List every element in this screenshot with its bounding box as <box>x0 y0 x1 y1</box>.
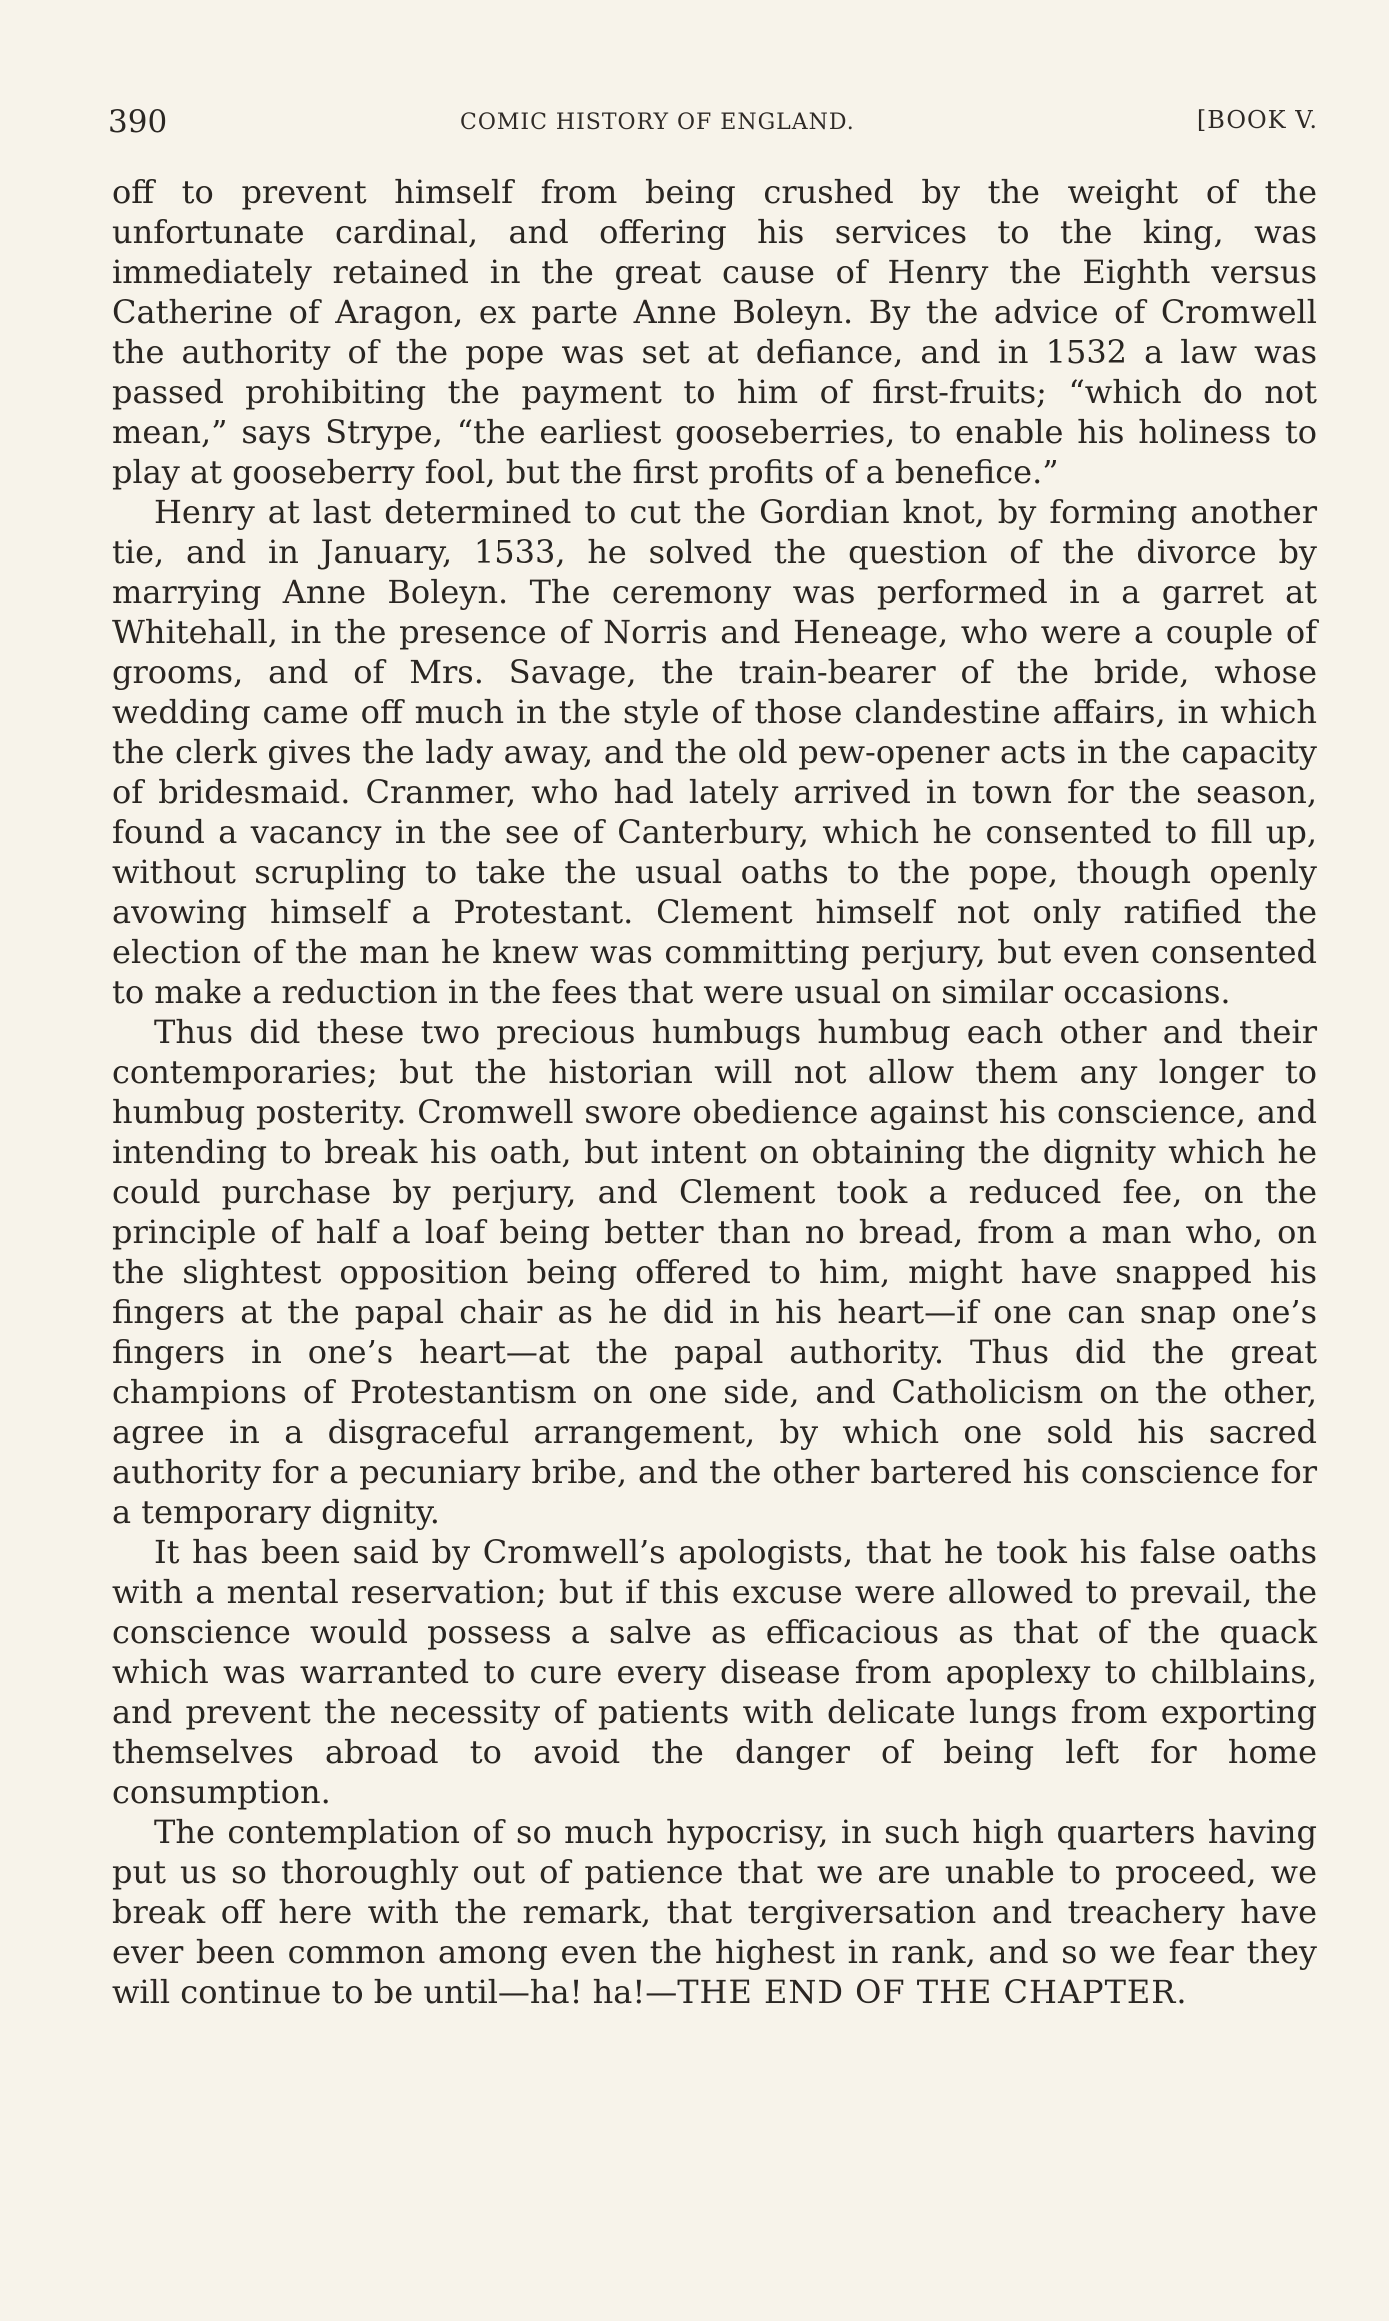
paragraph-4: It has been said by Cromwell’s apologists, that he took his false oaths with a mental reservation; but if this excuse were allowed to prevail, the conscience would possess a salve as efficacious as that of the quack which was warranted to cure every disease from apoplexy to chilblains, and prevent the necessity of patients with delicate lungs from exporting themselves abroad to avoid the danger of being left for home consumption. <box>112 1533 1317 1811</box>
page-header <box>108 102 1318 148</box>
main-text-block <box>112 172 1317 2012</box>
paragraph-2: Henry at last determined to cut the Gordian knot, by forming another tie, and in January, 1533, he solved the question of the divorce by marrying Anne Boleyn. The ceremony was performed in a garret at Whitehall, in the presence of Norris and Heneage, who were a couple of grooms, and of Mrs. Savage, the train-bearer of the bride, whose wedding came off much in the style of those clandestine affairs, in which the clerk gives the lady away, and the old pew-opener acts in the capacity of bridesmaid. Cranmer, who had lately arrived in town for the season, found a vacancy in the see of Canterbury, which he consented to fill up, without scrupling to take the usual oaths to the pope, though openly avowing himself a Protestant. Clement himself not only ratified the election of the man he knew was committing perjury, but even consented to make a reduction in the fees that were usual on similar occasions. <box>112 493 1317 1011</box>
page-number: 390 <box>108 104 168 140</box>
running-title: COMIC HISTORY OF ENGLAND. <box>460 110 855 135</box>
paragraph-5 <box>112 1812 1317 2012</box>
chapter-ending: THE END OF THE CHAPTER. <box>677 1973 1188 2011</box>
paragraph-5-text: The contemplation of so much hypocrisy, in such high quarters having put us so thoroughly out of patience that we are unable to proceed, we break off here with the remark, that tergiversation and treachery have ever been common among even the highest in rank, and so we fear they will continue to be until—ha! ha!— <box>112 1813 1317 2011</box>
paragraph-1: off to prevent himself from being crushed by the weight of the unfortunate cardinal, and offering his services to the king, was immediately retained in the great cause of Henry the Eighth versus Catherine of Aragon, ex parte Anne Boleyn. By the advice of Cromwell the authority of the pope was set at defiance, and in 1532 a law was passed prohibiting the payment to him of first-fruits; “which do not mean,” says Strype, “the earliest gooseberries, to enable his holiness to play at gooseberry fool, but the first profits of a benefice.” <box>112 173 1317 491</box>
blank-page-margin <box>0 2200 1389 2321</box>
book-label: [BOOK V. <box>1196 106 1318 134</box>
paragraph-3: Thus did these two precious humbugs humbug each other and their contemporaries; but the historian will not allow them any longer to humbug posterity. Cromwell swore obedience against his conscience, and intending to break his oath, but intent on obtaining the dignity which he could purchase by perjury, and Clement took a reduced fee, on the principle of half a loaf being better than no bread, from a man who, on the slightest opposition being offered to him, might have snapped his fingers at the papal chair as he did in his heart—if one can snap one’s fingers in one’s heart—at the papal authority. Thus did the great champions of Protestantism on one side, and Catholicism on the other, agree in a disgraceful arrangement, by which one sold his sacred authority for a pecuniary bribe, and the other bartered his conscience for a temporary dignity. <box>112 1013 1317 1531</box>
